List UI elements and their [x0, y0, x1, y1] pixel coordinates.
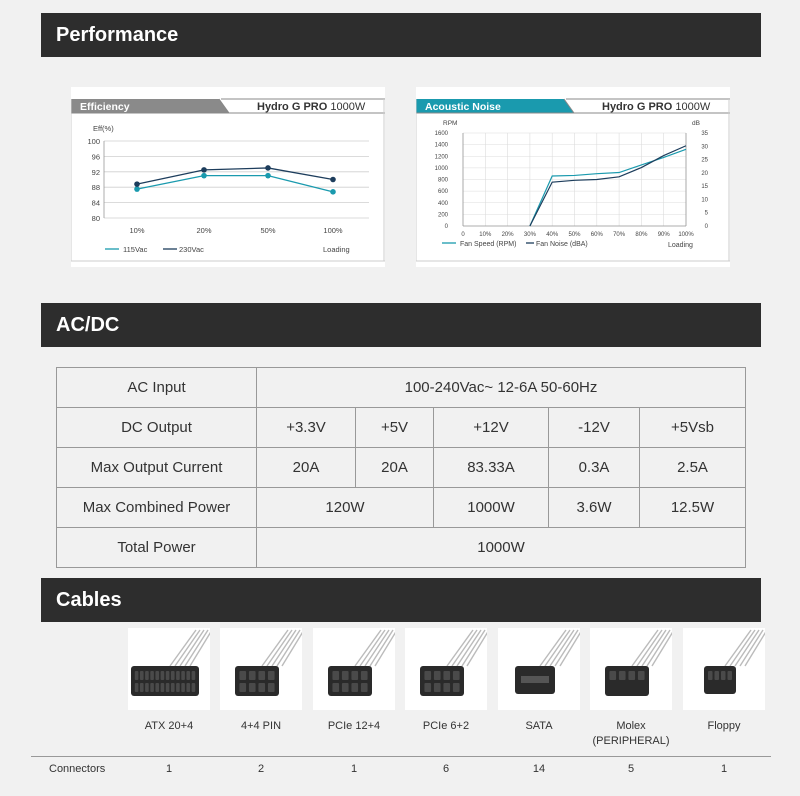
- efficiency-xtick: 50%: [260, 226, 276, 235]
- connector-pin: [161, 683, 165, 692]
- connector-pin: [171, 683, 175, 692]
- section-header-performance: Performance: [41, 13, 761, 57]
- connector-pin: [434, 671, 441, 680]
- atx-24pin-connector-icon: [128, 628, 210, 710]
- noise-ytick-right: 5: [704, 210, 708, 217]
- acoustic-noise-chart-svg: [416, 87, 730, 267]
- sata-connector-icon: [498, 628, 580, 710]
- connector-pin: [443, 683, 450, 692]
- connector-body: [605, 666, 649, 696]
- combined-power-neg12v: 3.6W: [549, 488, 640, 528]
- efficiency-ytick: 100: [87, 137, 100, 146]
- pcie-8pin-connector-icon: [405, 628, 487, 710]
- eps-8pin-connector-icon-graphic: [220, 628, 302, 710]
- cable-name-floppy: [679, 719, 769, 734]
- connector-pin: [239, 671, 246, 680]
- connector-pin: [171, 671, 175, 680]
- noise-xlabel: Loading: [668, 242, 693, 249]
- connector-pin: [434, 683, 441, 692]
- cable-count-pcie-12-4: 1: [350, 763, 358, 775]
- connector-pin: [166, 683, 170, 692]
- connector-pin: [192, 671, 196, 680]
- noise-xtick: 20%: [501, 232, 514, 238]
- sata-connector-icon-graphic: [498, 628, 580, 710]
- acdc-spec-table: [56, 367, 746, 568]
- cable-name-label: PCIe 6+2: [422, 720, 470, 732]
- combined-power-12v: 1000W: [434, 488, 549, 528]
- cable-name-molex: [586, 719, 676, 749]
- efficiency-point: [134, 181, 140, 187]
- connector-pin: [249, 683, 256, 692]
- connector-pin: [176, 683, 180, 692]
- ac-input-label: AC Input: [57, 368, 257, 408]
- max-current-12v: 83.33A: [434, 448, 549, 488]
- cable-name-label: PCIe 12+4: [327, 720, 381, 732]
- noise-xtick: 90%: [657, 232, 670, 238]
- noise-xtick: 80%: [635, 232, 648, 238]
- connector-pin: [628, 671, 635, 680]
- pcie-16pin-connector-icon: [313, 628, 395, 710]
- max-current-neg12v: 0.3A: [549, 448, 640, 488]
- connector-pin: [424, 671, 431, 680]
- cables-divider: [31, 756, 771, 757]
- legend-230vac-label: 230Vac: [179, 245, 204, 254]
- connector-pin: [140, 671, 144, 680]
- max-current-5v: 20A: [356, 448, 434, 488]
- eps-8pin-connector-icon: [220, 628, 302, 710]
- noise-xtick: 30%: [523, 232, 536, 238]
- cable-name-4-4-pin: [216, 719, 306, 734]
- cable-name-pcie-12-4: [309, 719, 399, 734]
- cable-name-sata: [494, 719, 584, 734]
- connector-pin: [181, 671, 185, 680]
- connector-pin: [424, 683, 431, 692]
- connector-pin: [268, 683, 275, 692]
- acoustic-noise-chart: [416, 87, 730, 267]
- connector-pin: [249, 671, 256, 680]
- connector-pin: [186, 671, 190, 680]
- connector-pin: [135, 683, 139, 692]
- legend-fan-speed-label: Fan Speed (RPM): [460, 241, 517, 248]
- section-header-acdc: AC/DC: [41, 303, 761, 347]
- noise-xtick: 40%: [546, 232, 559, 238]
- cable-count-sata: 14: [532, 763, 546, 775]
- cable-name-label: ATX 20+4: [144, 720, 194, 732]
- connector-body: [704, 666, 736, 694]
- connector-pin: [721, 671, 726, 680]
- connector-pin: [145, 671, 149, 680]
- connector-pin: [258, 683, 265, 692]
- pcie-8pin-connector-icon-graphic: [405, 628, 487, 710]
- dc-output-3v3: +3.3V: [257, 408, 356, 448]
- pcie-16pin-connector-icon-graphic: [313, 628, 395, 710]
- efficiency-point: [201, 167, 207, 173]
- connector-pin: [332, 683, 339, 692]
- efficiency-chart: [71, 87, 385, 267]
- connector-pin: [708, 671, 713, 680]
- acoustic-noise-chart-title: Acoustic Noise: [425, 101, 501, 113]
- connector-slot: [521, 676, 549, 683]
- dc-output-5v: +5V: [356, 408, 434, 448]
- connector-pin: [443, 671, 450, 680]
- connector-pin: [150, 683, 154, 692]
- cable-name-label: 4+4 PIN: [240, 720, 282, 732]
- cable-name-pcie-6-2: [401, 719, 491, 734]
- connector-pin: [619, 671, 626, 680]
- legend-115vac-label: 115Vac: [123, 245, 148, 254]
- noise-ytick-left: 600: [437, 189, 448, 196]
- section-header-cables: Cables: [41, 578, 761, 622]
- ac-input-value: 100-240Vac~ 12-6A 50-60Hz: [257, 368, 746, 408]
- cable-name-sublabel: (PERIPHERAL): [592, 735, 670, 747]
- connector-pin: [155, 683, 159, 692]
- noise-ytick-left: 0: [444, 224, 448, 230]
- cable-count-floppy: 1: [720, 763, 728, 775]
- connector-pin: [361, 683, 368, 692]
- total-power-label: Total Power: [57, 528, 257, 568]
- combined-power-5vsb: 12.5W: [640, 488, 746, 528]
- efficiency-point: [330, 189, 336, 195]
- noise-xtick: 50%: [568, 232, 581, 238]
- connector-pin: [166, 671, 170, 680]
- connector-pin: [351, 683, 358, 692]
- noise-xtick: 0: [461, 232, 465, 238]
- efficiency-xtick: 20%: [196, 226, 212, 235]
- noise-ytick-left: 200: [437, 212, 448, 219]
- noise-ylabel-right: dB: [692, 120, 700, 127]
- noise-ytick-left: 1400: [434, 142, 448, 149]
- noise-ytick-right: 20: [701, 170, 708, 177]
- atx-24pin-connector-icon-graphic: [128, 628, 210, 710]
- efficiency-point: [201, 173, 207, 179]
- acoustic-noise-chart-model: Hydro G PRO 1000W: [602, 101, 711, 113]
- dc-output-5vsb: +5Vsb: [640, 408, 746, 448]
- connector-pin: [268, 671, 275, 680]
- connector-pin: [155, 671, 159, 680]
- efficiency-xtick: 10%: [129, 226, 145, 235]
- noise-ylabel-left: RPM: [443, 120, 458, 127]
- connector-pin: [453, 683, 460, 692]
- max-current-5vsb: 2.5A: [640, 448, 746, 488]
- noise-ytick-left: 800: [437, 177, 448, 184]
- connector-pin: [181, 683, 185, 692]
- table-row: [57, 488, 746, 528]
- cable-name-label: Floppy: [707, 720, 741, 732]
- connectors-label: Connectors: [49, 763, 106, 775]
- acoustic-noise-chart-plot: [435, 131, 709, 238]
- connector-pin: [609, 671, 616, 680]
- connector-pin: [161, 671, 165, 680]
- efficiency-ytick: 92: [91, 167, 100, 177]
- efficiency-chart-svg: [71, 87, 385, 267]
- noise-ytick-right: 15: [701, 184, 708, 191]
- dc-output-neg12v: -12V: [549, 408, 640, 448]
- efficiency-chart-model: Hydro G PRO 1000W: [257, 101, 366, 113]
- noise-ytick-left: 400: [437, 200, 448, 207]
- noise-xtick: 100%: [678, 232, 694, 238]
- connector-pin: [342, 683, 349, 692]
- connector-pin: [361, 671, 368, 680]
- connector-pin: [140, 683, 144, 692]
- cable-name-label: Molex: [616, 720, 646, 732]
- connector-pin: [351, 671, 358, 680]
- max-current-label: Max Output Current: [57, 448, 257, 488]
- cable-name-label: SATA: [525, 720, 553, 732]
- connector-pin: [150, 671, 154, 680]
- noise-xtick: 10%: [479, 232, 492, 238]
- total-power-value: 1000W: [257, 528, 746, 568]
- cable-count-atx-20-4: 1: [165, 763, 173, 775]
- efficiency-chart-title: Efficiency: [80, 101, 130, 113]
- molex-connector-icon: [590, 628, 672, 710]
- connector-pin: [258, 671, 265, 680]
- noise-xtick: 70%: [613, 232, 626, 238]
- connector-pin: [239, 683, 246, 692]
- cable-count-pcie-6-2: 6: [442, 763, 450, 775]
- floppy-connector-icon: [683, 628, 765, 710]
- table-row: [57, 448, 746, 488]
- combined-power-3v3-5v: 120W: [257, 488, 434, 528]
- legend-fan-noise-label: Fan Noise (dBA): [536, 241, 588, 248]
- molex-connector-icon-graphic: [590, 628, 672, 710]
- efficiency-xtick: 100%: [323, 226, 343, 235]
- efficiency-chart-plot: [87, 137, 369, 235]
- efficiency-xlabel: Loading: [323, 245, 350, 254]
- noise-ytick-right: 35: [701, 131, 708, 137]
- floppy-connector-icon-graphic: [683, 628, 765, 710]
- connector-pin: [145, 683, 149, 692]
- noise-ytick-right: 0: [704, 224, 708, 230]
- table-row: [57, 368, 746, 408]
- efficiency-point: [134, 186, 140, 192]
- efficiency-ytick: 88: [91, 183, 100, 193]
- connector-pin: [453, 671, 460, 680]
- noise-ytick-left: 1200: [434, 154, 448, 161]
- efficiency-point: [265, 173, 271, 179]
- efficiency-ytick: 96: [91, 152, 100, 162]
- connector-pin: [638, 671, 645, 680]
- noise-xtick: 60%: [590, 232, 603, 238]
- noise-ytick-right: 10: [701, 197, 708, 204]
- connector-pin: [176, 671, 180, 680]
- noise-ytick-right: 30: [701, 144, 708, 151]
- efficiency-point: [330, 177, 336, 183]
- cable-name-atx-20-4: [124, 719, 214, 734]
- connector-pin: [342, 671, 349, 680]
- connector-pin: [135, 671, 139, 680]
- connector-pin: [727, 671, 732, 680]
- table-row: [57, 528, 746, 568]
- connector-pin: [332, 671, 339, 680]
- efficiency-ytick: 84: [91, 198, 100, 208]
- combined-power-label: Max Combined Power: [57, 488, 257, 528]
- max-current-3v3: 20A: [257, 448, 356, 488]
- efficiency-ytick: 80: [91, 214, 100, 223]
- noise-ytick-left: 1000: [434, 165, 448, 172]
- dc-output-label: DC Output: [57, 408, 257, 448]
- efficiency-point: [265, 165, 271, 171]
- noise-ytick-right: 25: [701, 157, 708, 164]
- connector-pin: [192, 683, 196, 692]
- connector-pin: [186, 683, 190, 692]
- dc-output-12v: +12V: [434, 408, 549, 448]
- cable-count-molex: 5: [627, 763, 635, 775]
- connector-pin: [714, 671, 719, 680]
- efficiency-ylabel: Eff(%): [93, 124, 114, 133]
- noise-ytick-left: 1600: [434, 131, 448, 137]
- table-row: [57, 408, 746, 448]
- cable-count-4-4-pin: 2: [257, 763, 265, 775]
